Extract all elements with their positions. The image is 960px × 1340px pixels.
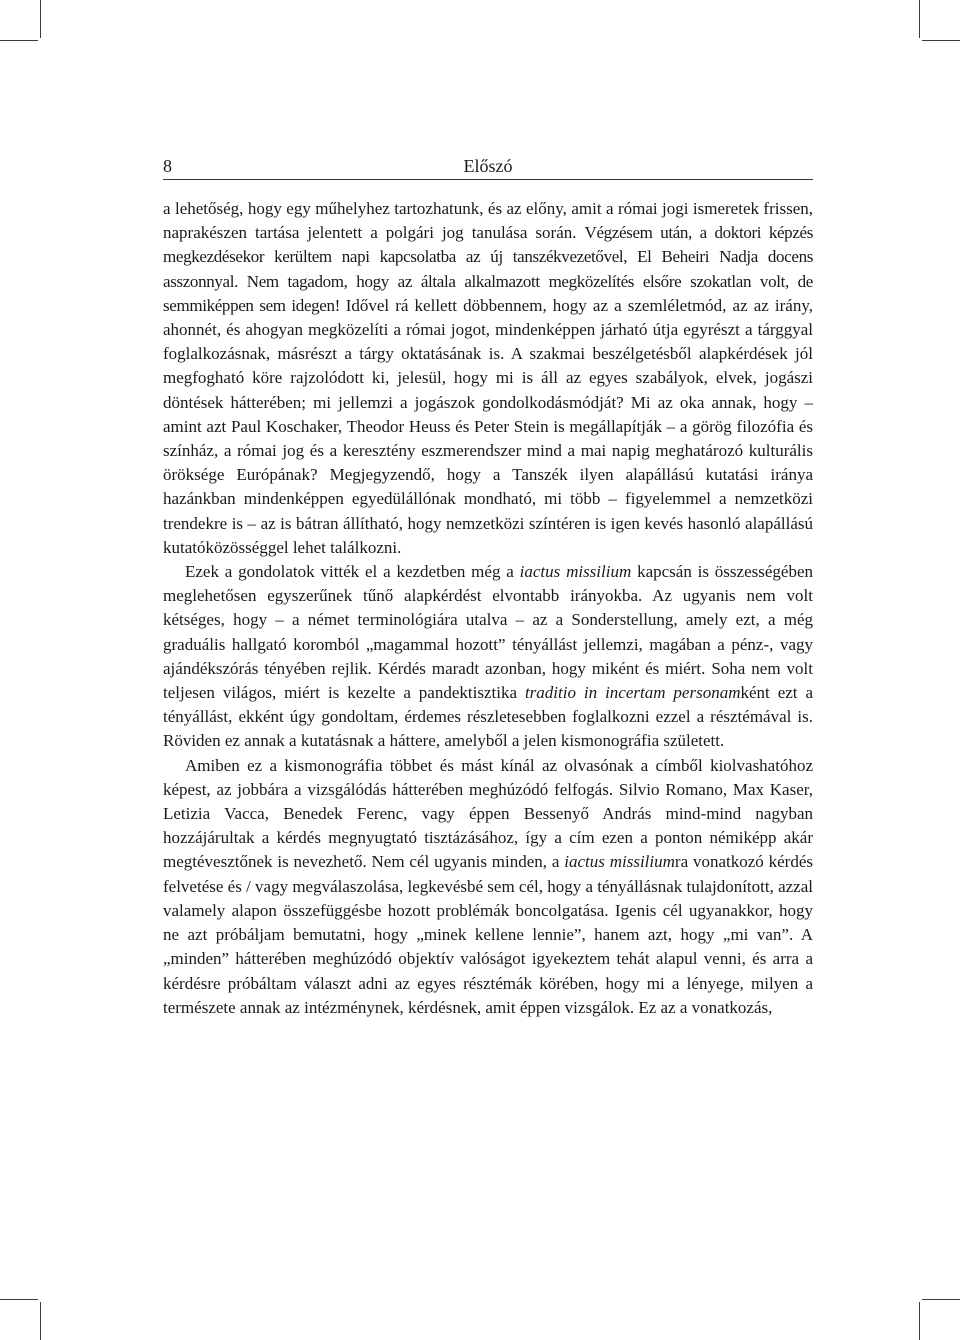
crop-mark-bottom-left [40, 1302, 41, 1340]
paragraph [163, 197, 813, 560]
crop-mark-bottom-left-h [0, 1299, 38, 1300]
text-segment: Idővel rá kellett döbbennem, hogy az a szemléletmód, az az irány, ahonnét, és ahogyan megközelíti a római jogot, mindenképpen járható útja egyrészt a tárggyal foglalkozásnak, másrészt a tárgy oktatásának is. A szakmai beszélgetésből alapkérdések jól megfogható köre rajzolódott ki, jelesül, hogy mi is áll az egyes szabályok, elvek, jogászi döntések hátterében; mi jellemzi a jogászok gondolkodásmódját? Mi az oka annak, hogy – amint azt Paul Koschaker, Theodor Heuss és Peter Stein is megállapítják – a görög filozófia és színház, a római jog és a keresztény eszmerendszer mind a mai napig meghatározó kulturális öröksége Európának? Megjegyzendő, hogy a Tanszék ilyen alapállású kutatási iránya hazánkban mindenképpen egyedülállónak mondható, mi több – figyelemmel a nemzetközi trendekre is – az is bátran állítható, hogy nemzetközi színtéren is igen kevés hasonló alapállású kutatóközösséggel lehet találkozni. [163, 295, 813, 557]
italic-term: iactus missilium [519, 562, 632, 582]
paragraph [163, 560, 813, 754]
crop-mark-bottom-right-h [922, 1299, 960, 1300]
page-header [163, 155, 813, 180]
text-segment: Ezek a gondolatok vitték el a kezdetben még a [185, 562, 520, 582]
italic-term: traditio in incertam personam [524, 683, 741, 703]
running-title: Előszó [463, 156, 513, 176]
text-segment: ra vonatkozó kérdés felvetése és / vagy megválaszolása, legkevésbé sem cél, hogy a tényállásnak tulajdonított, azzal valamely alapon összefüggésbe hozott problémák boncolgatása. Igenis cél ugyanakkor, hogy ne azt próbáljam bemutatni, hogy „minek kellene lennie”, hanem azt, hogy „mi van”. A „minden” hátterében meghúzódó objektív valóságot igyekeztem tehát alapul venni, és arra a kérdésre próbáltam választ adni az egyes résztémák körében, hogy mi a lényege, milyen a természete annak az intézménynek, kérdésnek, amit éppen vizsgálok. Ez az a vonatkozás, [163, 852, 814, 1017]
text-segment: Amiben ez a kismonográfia többet és mást kínál az olvasónak a címből kiolvashatóhoz képest, az jobbára a vizsgálódás hátterében meghúzódó felfogás. Silvio Romano, Max Kaser, Letizia Vacca, Benedek Ferenc, vagy éppen Bessenyő András mind-mind nagyban hozzájárultak a kérdés megnyugtató tisztázásához, így a cím ezen a ponton némiképp akár megtévesztőnek is nevezhető. Nem cél ugyanis minden, a [163, 755, 813, 872]
paragraph [163, 754, 813, 1020]
text-segment: kapcsán is összességében meglehetősen egyszerűnek tűnő alapkérdést elvontabb irányokba. Az ugyanis nem volt kétséges, hogy – a német terminológiára utalva – az a Sonderstellung, amely ezt, a még graduális hallgató koromból „magammal hozott” tényállást jellemzi, magában a pénz-, vagy ajándékszórás tényében rejlik. Kérdés maradt azonban, hogy miként és miért. Soha nem volt teljesen világos, miért is kezelte a pandektisztika [163, 562, 813, 703]
crop-mark-top-right-h [922, 40, 960, 41]
crop-mark-top-left-h [0, 40, 38, 41]
text-segment: ként ezt a tényállást, ekként úgy gondoltam, érdemes részletesebben foglalkozni ezzel a résztémával is. Röviden ez annak a kutatásnak a háttere, amelyből a jelen kismonográfia született. [163, 683, 814, 751]
crop-mark-bottom-right [919, 1302, 920, 1340]
italic-term: iactus missilium [564, 852, 675, 872]
crop-mark-top-left [40, 0, 41, 38]
text-segment: a lehetőség, hogy egy műhelyhez tartozhatunk, és az előny, amit a római jogi ismeretek frissen, naprakészen tartása jelentett a polgári jog tanulása során. [163, 199, 813, 243]
page-number: 8 [163, 156, 172, 176]
body-text [163, 197, 813, 1020]
text-segment: Végzésem után, a doktori képzés megkezdésekor kerültem napi kapcsolatba az új tanszékvezetővel, El Beheiri Nadja docens asszonnyal. Nem tagadom, hogy az általa alkalmazott megközelítés elsőre szokatlan volt, de semmiképpen sem idegen! [163, 223, 813, 315]
crop-mark-top-right [919, 0, 920, 38]
